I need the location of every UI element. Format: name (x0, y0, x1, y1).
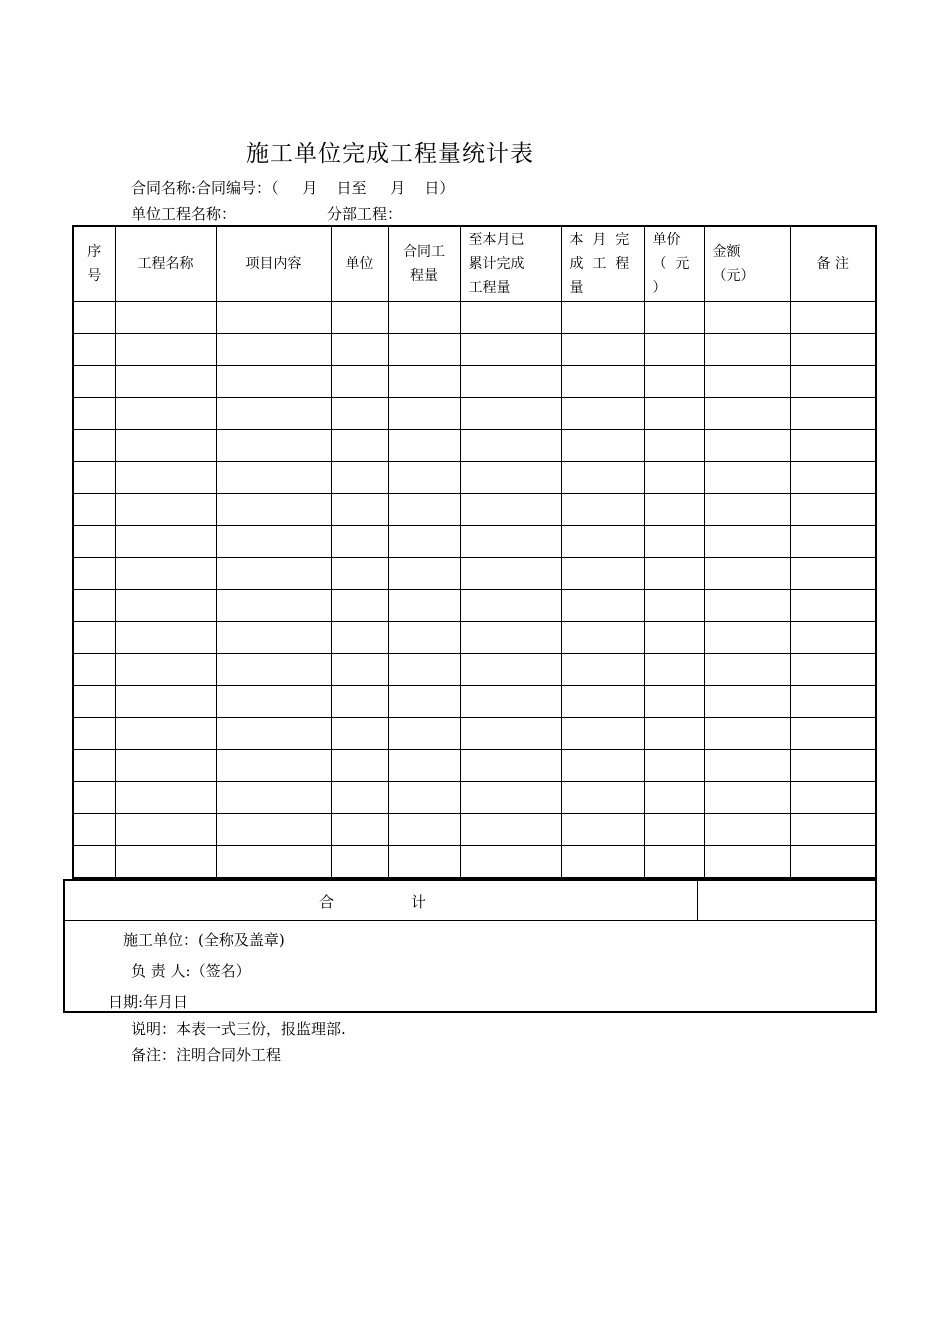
table-cell (460, 430, 561, 462)
table-cell (460, 622, 561, 654)
table-cell (790, 718, 876, 750)
header-text-line: 工程名称 (137, 256, 194, 272)
header-text-line: 程量 (410, 268, 438, 284)
table-cell (644, 526, 704, 558)
table-cell (388, 750, 460, 782)
table-cell (644, 334, 704, 366)
table-cell (216, 558, 331, 590)
table-cell (561, 814, 644, 846)
table-cell (115, 590, 216, 622)
table-cell (73, 558, 115, 590)
header-text-line: 成 工 程 (569, 256, 630, 272)
table-cell (115, 334, 216, 366)
table-cell (561, 494, 644, 526)
table-cell (216, 846, 331, 879)
table-cell (790, 846, 876, 879)
table-cell (790, 302, 876, 334)
table-cell (388, 302, 460, 334)
table-cell (388, 782, 460, 814)
table-cell (460, 558, 561, 590)
col-header-item-content (216, 226, 331, 302)
table-cell (460, 782, 561, 814)
table-cell (704, 654, 790, 686)
note-explain: 说明：本表一式三份，报监理部. (131, 1020, 346, 1038)
table-cell (216, 654, 331, 686)
table-cell (216, 430, 331, 462)
table-cell (216, 398, 331, 430)
table-cell (216, 782, 331, 814)
table-row (73, 846, 876, 879)
table-row (73, 622, 876, 654)
table-cell (331, 494, 388, 526)
table-cell (331, 398, 388, 430)
header-text-line: ） (652, 280, 667, 296)
table-cell (73, 430, 115, 462)
table-cell (644, 590, 704, 622)
table-cell (73, 302, 115, 334)
table-cell (704, 430, 790, 462)
table-cell (388, 526, 460, 558)
table-cell (115, 366, 216, 398)
table-cell (115, 526, 216, 558)
table-row (73, 366, 876, 398)
table-cell (644, 846, 704, 879)
table-cell (115, 558, 216, 590)
table-row (73, 686, 876, 718)
contract-line: 合同名称:合同编号：（ 月 日至 月 日） (131, 179, 455, 197)
table-cell (460, 366, 561, 398)
table-cell (561, 526, 644, 558)
table-cell (790, 782, 876, 814)
table-row (73, 334, 876, 366)
table-cell (73, 590, 115, 622)
header-text-line: 项目内容 (245, 256, 302, 272)
table-row (73, 814, 876, 846)
header-text-line: 备 注 (816, 256, 849, 272)
table-cell (115, 398, 216, 430)
sub-project-label: 分部工程： (327, 205, 403, 223)
table-cell (790, 590, 876, 622)
table-cell (388, 366, 460, 398)
table-cell (331, 558, 388, 590)
table-cell (790, 462, 876, 494)
table-cell (644, 782, 704, 814)
table-cell (644, 302, 704, 334)
table-cell (216, 718, 331, 750)
table-cell (704, 526, 790, 558)
table-cell (790, 430, 876, 462)
table-cell (644, 622, 704, 654)
statistics-table (72, 225, 877, 879)
table-cell (115, 622, 216, 654)
table-row (73, 526, 876, 558)
table-cell (388, 558, 460, 590)
header-text-line: 号 (87, 268, 102, 284)
col-header-remark (790, 226, 876, 302)
header-text-line: 金额 (712, 244, 741, 260)
table-cell (216, 814, 331, 846)
table-cell (460, 750, 561, 782)
table-cell (388, 462, 460, 494)
table-cell (561, 462, 644, 494)
table-cell (115, 686, 216, 718)
table-cell (644, 462, 704, 494)
table-cell (216, 494, 331, 526)
table-cell (216, 366, 331, 398)
signature-unit: 施工单位：(全称及盖章) (123, 931, 285, 949)
table-cell (644, 430, 704, 462)
header-text-line: 量 (569, 280, 584, 296)
page-title: 施工单位完成工程量统计表 (246, 141, 534, 167)
table-cell (704, 590, 790, 622)
table-cell (790, 366, 876, 398)
table-cell (73, 750, 115, 782)
table-cell (790, 526, 876, 558)
table-cell (388, 814, 460, 846)
table-cell (561, 558, 644, 590)
table-cell (115, 302, 216, 334)
table-cell (561, 622, 644, 654)
table-row (73, 750, 876, 782)
table-cell (644, 686, 704, 718)
table-row (73, 590, 876, 622)
table-cell (388, 846, 460, 879)
table-cell (115, 718, 216, 750)
summary-block (63, 879, 877, 1013)
table-cell (331, 526, 388, 558)
table-cell (644, 814, 704, 846)
table-cell (216, 590, 331, 622)
table-cell (331, 654, 388, 686)
table-cell (790, 750, 876, 782)
table-cell (73, 462, 115, 494)
table-cell (460, 814, 561, 846)
header-text-line: 累计完成 (468, 256, 525, 272)
table-row (73, 398, 876, 430)
total-label-cell (65, 881, 698, 920)
table-cell (331, 590, 388, 622)
table-cell (331, 334, 388, 366)
table-cell (115, 654, 216, 686)
header-text-line: （ 元 (652, 256, 690, 272)
table-cell (115, 814, 216, 846)
table-cell (331, 782, 388, 814)
table-cell (115, 782, 216, 814)
table-cell (388, 398, 460, 430)
table-cell (561, 686, 644, 718)
header-text-line: 合同工 (403, 244, 445, 260)
table-cell (216, 526, 331, 558)
table-row (73, 718, 876, 750)
table-cell (388, 430, 460, 462)
table-cell (388, 718, 460, 750)
note-remark: 备注：注明合同外工程 (131, 1046, 282, 1064)
table-cell (331, 302, 388, 334)
table-cell (644, 558, 704, 590)
table-cell (388, 686, 460, 718)
table-cell (704, 782, 790, 814)
table-cell (388, 334, 460, 366)
table-cell (331, 686, 388, 718)
table-cell (790, 494, 876, 526)
table-cell (561, 718, 644, 750)
table-cell (331, 750, 388, 782)
table-cell (460, 302, 561, 334)
table-row (73, 494, 876, 526)
table-cell (115, 462, 216, 494)
unit-name-label: 单位工程名称： (131, 205, 237, 223)
table-cell (460, 398, 561, 430)
header-text-line: 工程量 (468, 280, 511, 296)
table-cell (115, 846, 216, 879)
table-cell (115, 430, 216, 462)
table-cell (73, 366, 115, 398)
table-cell (790, 814, 876, 846)
total-label-a: 合 (319, 893, 335, 911)
table-cell (331, 622, 388, 654)
col-header-unit-price (644, 226, 704, 302)
table-cell (388, 494, 460, 526)
table-cell (73, 846, 115, 879)
table-cell (216, 750, 331, 782)
table-row (73, 782, 876, 814)
table-cell (216, 686, 331, 718)
table-cell (704, 622, 790, 654)
table-cell (790, 622, 876, 654)
table-cell (73, 526, 115, 558)
table-cell (704, 750, 790, 782)
col-header-contract-quantity (388, 226, 460, 302)
table-cell (704, 366, 790, 398)
col-header-project-name (115, 226, 216, 302)
table-cell (561, 654, 644, 686)
table-cell (331, 462, 388, 494)
table-cell (644, 750, 704, 782)
table-cell (561, 366, 644, 398)
table-cell (790, 334, 876, 366)
table-cell (790, 686, 876, 718)
col-header-unit (331, 226, 388, 302)
table-cell (460, 526, 561, 558)
table-cell (561, 302, 644, 334)
table-cell (216, 334, 331, 366)
table-cell (704, 558, 790, 590)
table-cell (704, 814, 790, 846)
table-cell (73, 622, 115, 654)
table-row (73, 558, 876, 590)
header-row (73, 226, 876, 302)
table-cell (331, 430, 388, 462)
table-cell (644, 398, 704, 430)
table-cell (644, 654, 704, 686)
table-cell (388, 622, 460, 654)
signature-date: 日期:年月日 (108, 993, 189, 1011)
header-text-line: 单位 (345, 256, 374, 272)
table-cell (561, 846, 644, 879)
header-text-line: 至本月已 (468, 232, 525, 248)
table-cell (331, 366, 388, 398)
table-cell (216, 622, 331, 654)
table-cell (73, 686, 115, 718)
header-text-line: 本 月 完 (569, 232, 630, 248)
table-row (73, 302, 876, 334)
table-cell (73, 494, 115, 526)
table-cell (73, 782, 115, 814)
table-cell (73, 334, 115, 366)
table-cell (644, 494, 704, 526)
table-cell (73, 654, 115, 686)
table-cell (561, 430, 644, 462)
table-cell (73, 718, 115, 750)
table-cell (704, 398, 790, 430)
table-cell (216, 302, 331, 334)
table-cell (460, 590, 561, 622)
table-cell (704, 462, 790, 494)
table-cell (115, 494, 216, 526)
table-cell (644, 718, 704, 750)
table-cell (561, 782, 644, 814)
total-label-b: 计 (411, 893, 427, 911)
table-cell (73, 814, 115, 846)
table-cell (460, 846, 561, 879)
table-cell (460, 654, 561, 686)
col-header-month-quantity (561, 226, 644, 302)
header-text-line: 单价 (652, 232, 681, 248)
col-header-cumulative-quantity (460, 226, 561, 302)
signature-person: 负 责 人:（签名） (131, 962, 251, 980)
table-cell (460, 494, 561, 526)
table-row (73, 430, 876, 462)
table-cell (561, 398, 644, 430)
table-cell (388, 590, 460, 622)
table-cell (704, 718, 790, 750)
table-cell (460, 334, 561, 366)
table-cell (790, 558, 876, 590)
table-cell (331, 846, 388, 879)
table-cell (73, 398, 115, 430)
table-cell (331, 814, 388, 846)
col-header-index (73, 226, 115, 302)
col-header-amount (704, 226, 790, 302)
table-cell (331, 718, 388, 750)
table-cell (460, 718, 561, 750)
table-cell (790, 654, 876, 686)
total-row (65, 881, 875, 921)
table-cell (644, 366, 704, 398)
table-cell (704, 494, 790, 526)
header-text-line: 序 (87, 244, 102, 260)
table-cell (704, 302, 790, 334)
table-cell (388, 654, 460, 686)
table-cell (704, 334, 790, 366)
table-cell (460, 686, 561, 718)
table-cell (561, 750, 644, 782)
table-cell (561, 334, 644, 366)
table-cell (216, 462, 331, 494)
table-cell (115, 750, 216, 782)
table-cell (460, 462, 561, 494)
header-text-line: （元） (712, 268, 755, 284)
table-cell (704, 686, 790, 718)
table-cell (704, 846, 790, 879)
table-cell (561, 590, 644, 622)
table-row (73, 462, 876, 494)
table-cell (790, 398, 876, 430)
table-row (73, 654, 876, 686)
